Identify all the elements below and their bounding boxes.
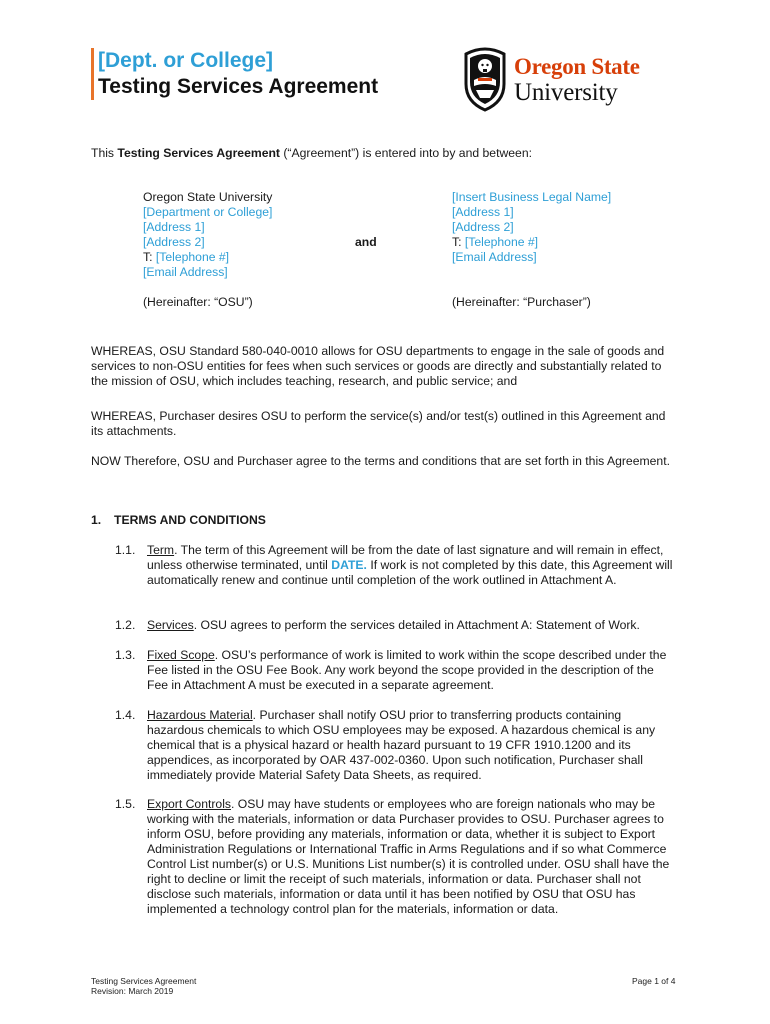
purchaser-tel-label: T:: [452, 235, 465, 249]
clause-term: [115, 543, 675, 588]
clause-hazardous-material: [115, 708, 675, 783]
osu-logo: [460, 44, 660, 114]
party-purchaser-block: [452, 190, 692, 265]
clause-text: . OSU’s performance of work is limited to work within the scope described under the Fee listed in the OSU Fee Book. Any work beyond the scope provided in the description of the Fee in Attachment A must be executed in a separate agreement.: [147, 648, 667, 692]
intro-suffix: (“Agreement”) is entered into by and between:: [279, 146, 532, 160]
purchaser-address-1: [Address 1]: [452, 205, 514, 219]
purchaser-name: [Insert Business Legal Name]: [452, 190, 612, 204]
clause-body: [147, 708, 675, 783]
page-title: Testing Services Agreement: [98, 75, 379, 98]
clause-body: [147, 543, 675, 588]
osu-department: [Department or College]: [143, 205, 273, 219]
footer-page-number: Page 1 of 4: [632, 976, 676, 986]
osu-telephone-line: [143, 250, 383, 265]
osu-address-1: [Address 1]: [143, 220, 205, 234]
osu-tel-label: T:: [143, 250, 156, 264]
clause-number: 1.5.: [115, 797, 136, 811]
footer-document-info: [91, 976, 196, 996]
clause-heading: Fixed Scope: [147, 648, 215, 662]
intro-paragraph: [91, 146, 691, 161]
clause-text: . Purchaser shall notify OSU prior to transferring products containing hazardous chemicals to which OSU employees may be exposed. A hazardous chemical is any chemical that is a physical hazard or health hazard pursuant to 19 CFR 1910.1200 and its appendices, as incorporated by OAR 437-002-0360. Upon such notification, Purchaser shall immediately provide Material Safety Data Sheets, as required.: [147, 708, 656, 782]
section-number: 1.: [91, 513, 102, 527]
intro-prefix: This: [91, 146, 118, 160]
logo-text-university: University: [514, 79, 618, 106]
date-placeholder: DATE.: [331, 558, 367, 572]
title-block: [91, 48, 378, 100]
clause-number: 1.4.: [115, 708, 136, 722]
clause-number: 1.3.: [115, 648, 136, 662]
now-therefore-paragraph: NOW Therefore, OSU and Purchaser agree to the terms and conditions that are set forth in this Agreement.: [91, 454, 670, 468]
clause-number: 1.1.: [115, 543, 136, 557]
clause-text: . OSU may have students or employees who are foreign nationals who may be working with the materials, information or data Purchaser provides to OSU. Purchaser agrees to inform OSU, before providing any materials, information or data, whether it is subject to Export Administration Regulations or International Traffic in Arms Regulations and if so what Commerce Control List number(s) or U.S. Munitions List number(s) it is controlled under. OSU shall have the right to decline or limit the receipt of such materials, information or data. Purchaser shall not disclose such materials, information or data until it has been notified by OSU that OSU has implemented a technology control plan for the materials, information or data.: [147, 797, 670, 916]
purchaser-address-2: [Address 2]: [452, 220, 514, 234]
clause-heading: Hazardous Material: [147, 708, 253, 722]
clause-heading: Term: [147, 543, 175, 557]
whereas-paragraph-2: WHEREAS, Purchaser desires OSU to perform the service(s) and/or test(s) outlined in this Agreement and its attachments.: [91, 409, 666, 438]
logo-text-oregon-state: Oregon State: [514, 54, 640, 79]
osu-address-2: [Address 2]: [143, 235, 205, 249]
section-title: TERMS AND CONDITIONS: [114, 513, 266, 527]
section-heading-terms: [91, 513, 266, 528]
osu-name: Oregon State University: [143, 190, 273, 204]
clause-text-b: If work is not completed by this date, this Agreement will automatically renew and continue until completion of the work outlined in Attachment A.: [147, 558, 673, 587]
clause-heading: Services: [147, 618, 194, 632]
clause-body: [147, 618, 675, 633]
purchaser-email: [Email Address]: [452, 250, 537, 264]
clause-services: [115, 618, 675, 633]
osu-email: [Email Address]: [143, 265, 228, 279]
clause-export-controls: [115, 797, 675, 917]
clause-text: . OSU agrees to perform the services detailed in Attachment A: Statement of Work.: [193, 618, 640, 632]
intro-agreement-name: Testing Services Agreement: [117, 146, 280, 160]
footer-doc-name: Testing Services Agreement: [91, 976, 197, 986]
and-connector: and: [355, 235, 377, 249]
footer-revision: Revision: March 2019: [91, 986, 174, 996]
clause-body: [147, 797, 675, 917]
osu-hereinafter: (Hereinafter: “OSU”): [143, 295, 253, 309]
purchaser-telephone-line: [452, 235, 692, 250]
clause-fixed-scope: [115, 648, 675, 693]
clause-heading: Export Controls: [147, 797, 231, 811]
whereas-paragraph-1: WHEREAS, OSU Standard 580-040-0010 allows for OSU departments to engage in the sale of goods and services to non-OSU entities for fees when such services or goods are directly and substantially related to the mission of OSU, which includes teaching, research, and public service; and: [91, 344, 665, 388]
clause-body: [147, 648, 675, 693]
party-osu-block: [143, 190, 383, 280]
dept-placeholder: [Dept. or College]: [98, 49, 274, 72]
purchaser-hereinafter: (Hereinafter: “Purchaser”): [452, 295, 591, 309]
clause-text-a: . The term of this Agreement will be from the date of last signature and will remain in effect, unless otherwise terminated, until: [147, 543, 664, 572]
purchaser-telephone: [Telephone #]: [464, 235, 539, 249]
beaver-seal-icon: [460, 46, 510, 112]
osu-telephone: [Telephone #]: [155, 250, 230, 264]
clause-number: 1.2.: [115, 618, 136, 632]
